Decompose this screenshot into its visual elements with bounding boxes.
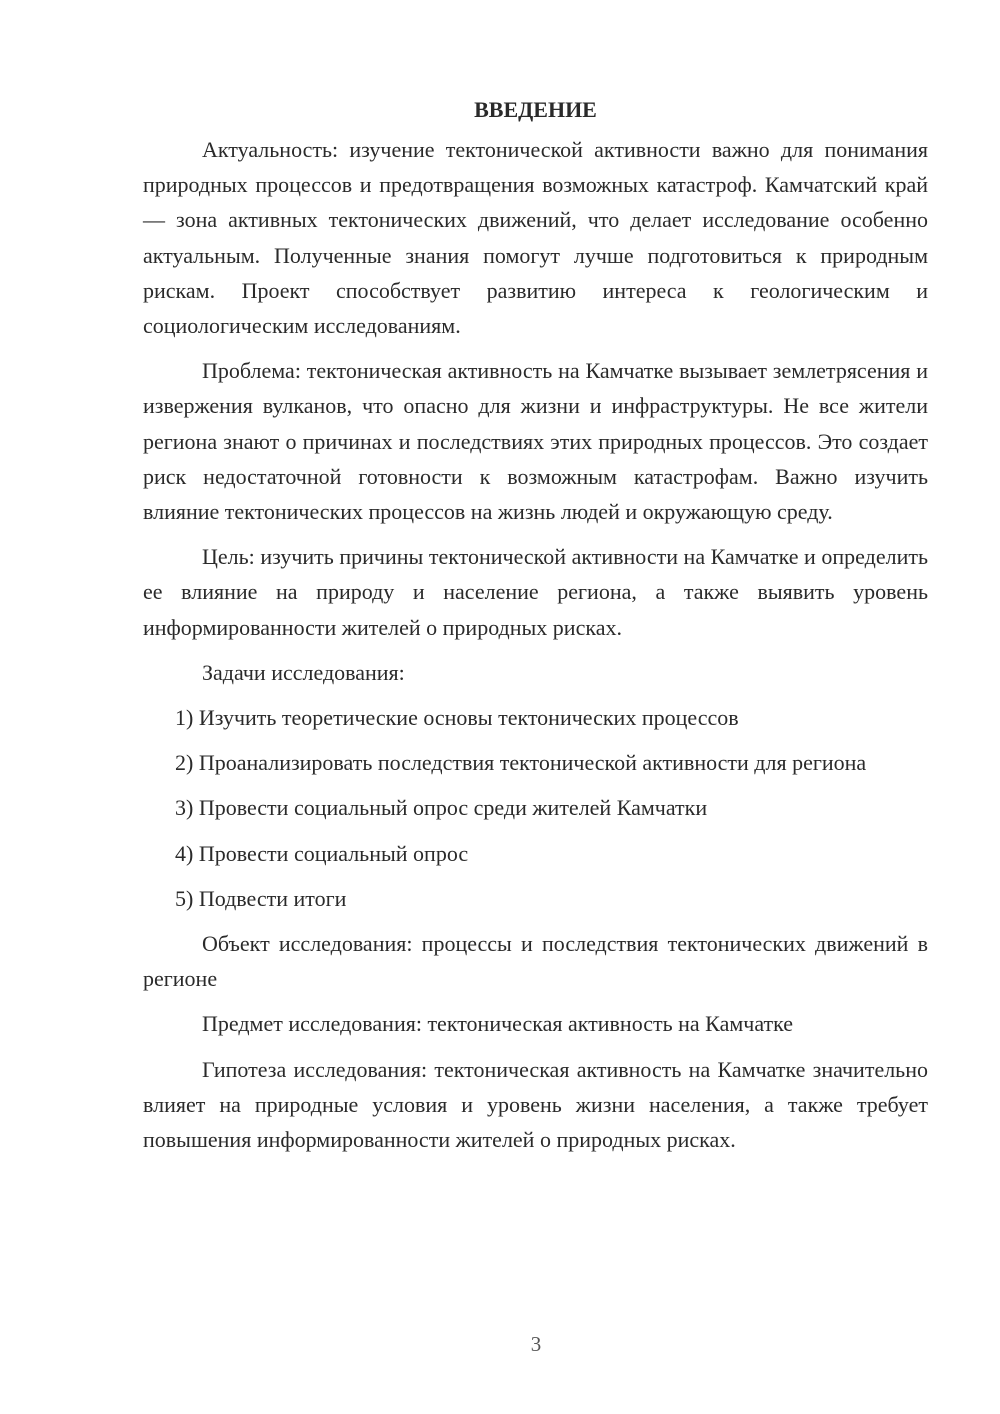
subject-paragraph: Предмет исследования: тектоническая активность на Камчатке (202, 1011, 794, 1037)
document-page (143, 92, 928, 1167)
task-item: 2) Проанализировать последствия тектонической активности для региона (175, 750, 867, 776)
task-item: 5) Подвести итоги (175, 885, 347, 911)
tasks-title: Задачи исследования: (202, 659, 405, 685)
task-item: 3) Провести социальный опрос среди жителей Камчатки (175, 795, 708, 821)
actuality-paragraph: Актуальность: изучение тектонической активности важно для понимания природных процессов и предотвращения возможных катастроф. Камчатский край — зона активных тектонических движений, что делает исследование особенно актуальным. Полученные знания помогут лучше подготовиться к природным рискам. Проект способствует развитию интереса к геологическим и социологическим исследованиям. (143, 137, 928, 339)
problem-paragraph: Проблема: тектоническая активность на Камчатке вызывает землетрясения и извержения вулканов, что опасно для жизни и инфраструктуры. Не все жители региона знают о причинах и последствиях этих природных процессов. Это создает риск недостаточной готовности к возможным катастрофам. Важно изучить влияние тектонических процессов на жизнь людей и окружающую среду. (143, 358, 928, 525)
page-title: ВВЕДЕНИЕ (474, 97, 597, 122)
page-number: 3 (530, 1332, 542, 1356)
object-paragraph: Объект исследования: процессы и последствия тектонических движений в регионе (143, 931, 928, 992)
task-item: 4) Провести социальный опрос (175, 840, 469, 866)
hypothesis-paragraph: Гипотеза исследования: тектоническая активность на Камчатке значительно влияет на природные условия и уровень жизни населения, а также требует повышения информированности жителей о природных рисках. (143, 1056, 928, 1153)
goal-paragraph: Цель: изучить причины тектонической активности на Камчатке и определить ее влияние на природу и население региона, а также выявить уровень информированности жителей о природных рисках. (143, 544, 928, 640)
task-item: 1) Изучить теоретические основы тектонических процессов (175, 705, 739, 731)
